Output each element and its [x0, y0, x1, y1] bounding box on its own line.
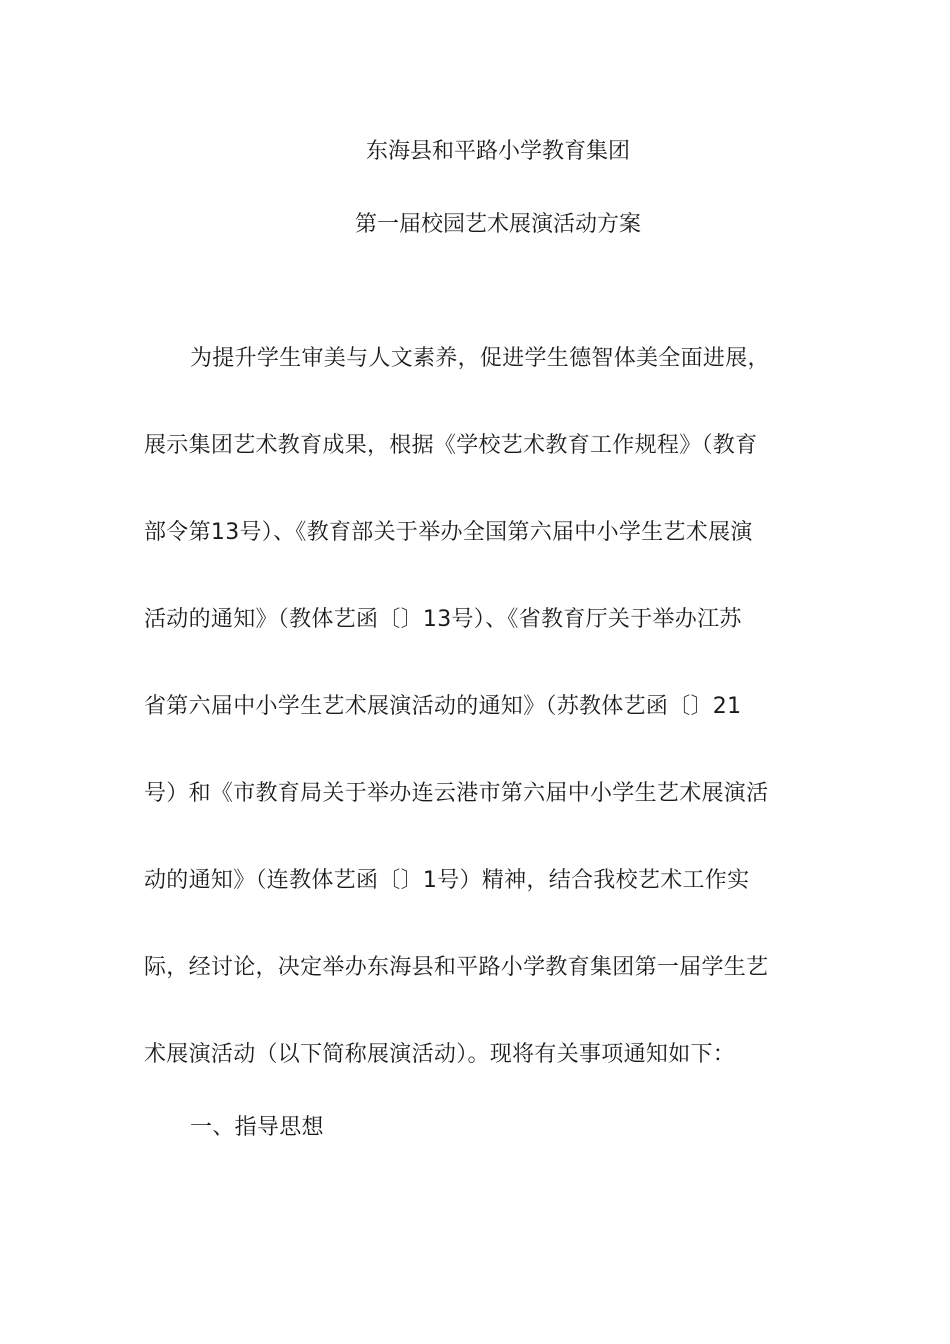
document-title-line-2: 第一届校园艺术展演活动方案: [354, 212, 641, 237]
paragraph-line: 部令第13号）、《教育部关于举办全国第六届中小学生艺术展演: [144, 520, 753, 545]
paragraph-line: 际，经讨论，决定举办东海县和平路小学教育集团第一届学生艺: [144, 955, 769, 980]
paragraph-line: 展示集团艺术教育成果，根据《学校艺术教育工作规程》（教育: [144, 433, 758, 458]
paragraph-line: 术展演活动（以下简称展演活动）。现将有关事项通知如下：: [144, 1042, 736, 1067]
paragraph-line: 号）和《市教育局关于举办连云港市第六届中小学生艺术展演活: [144, 781, 769, 806]
section-heading: 一、指导思想: [190, 1115, 324, 1140]
paragraph-line: 活动的通知》（教体艺函〔〕13号）、《省教育厅关于举办江苏: [144, 607, 742, 632]
paragraph-line: 动的通知》（连教体艺函〔〕1号）精神，结合我校艺术工作实: [144, 868, 750, 893]
paragraph-line: 为提升学生审美与人文素养，促进学生德智体美全面进展，: [190, 346, 770, 371]
document-title-line-1: 东海县和平路小学教育集团: [365, 139, 630, 164]
paragraph-line: 省第六届中小学生艺术展演活动的通知》（苏教体艺函〔〕21: [144, 694, 742, 719]
